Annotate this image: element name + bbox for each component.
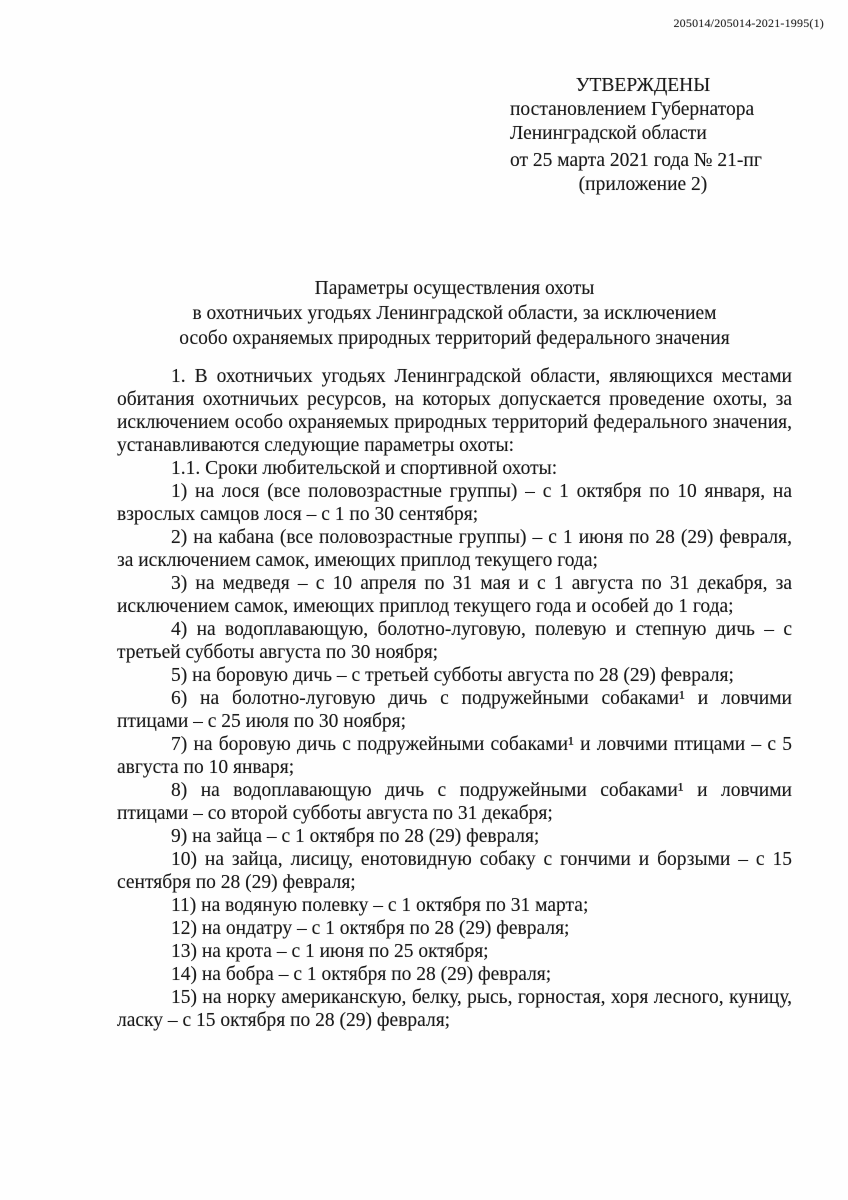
approval-line: постановлением Губернатора [510,99,755,120]
approval-line: от 25 марта 2021 года № 21-пг [510,150,762,171]
document-registration-number: 205014/205014-2021-1995(1) [673,16,824,30]
body-paragraph: 11) на водяную полевку – с 1 октября по 31 марта; [171,895,589,916]
body-paragraph: 15) на норку американскую, белку, рысь, горностая, хоря лесного, куницу, ласку – с 15 октября по 28 (29) февраля; [117,987,792,1031]
body-paragraph: 14) на бобра – с 1 октября по 28 (29) февраля; [171,964,552,985]
body-paragraph: 10) на зайца, лисицу, енотовидную собаку с гончими и борзыми – с 15 сентября по 28 (29) февраля; [117,849,792,893]
document-title [117,276,792,351]
title-line: в охотничьих угодьях Ленинградской области, за исключением [192,303,717,324]
body-paragraph: 3) на медведя – с 10 апреля по 31 мая и с 1 августа по 31 декабря, за исключением самок, имеющих приплод текущего года и особей до 1 года; [117,573,792,617]
title-line: Параметры осуществления охоты [314,278,595,299]
body-paragraph: 4) на водоплавающую, болотно-луговую, полевую и степную дичь – с третьей субботы августа по 30 ноября; [117,619,792,663]
document-body [117,365,792,1032]
approval-line: Ленинградской области [510,123,707,144]
approval-line: УТВЕРЖДЕНЫ [575,75,711,96]
body-paragraph: 8) на водоплавающую дичь с подружейными собаками¹ и ловчими птицами – со второй субботы августа по 31 декабря; [117,780,792,824]
body-paragraph: 1. В охотничьих угодьях Ленинградской области, являющихся местами обитания охотничьих ресурсов, на которых допускается проведение охоты, за исключением особо охраняемых природных территорий федерального значения, устанавливаются следующие параметры охоты: [117,366,792,456]
body-paragraph: 1) на лося (все половозрастные группы) – с 1 октября по 10 января, на взрослых самцов лося – с 1 по 30 сентября; [117,481,792,525]
body-paragraph: 13) на крота – с 1 июня по 25 октября; [171,941,489,962]
body-paragraph: 6) на болотно-луговую дичь с подружейными собаками¹ и ловчими птицами – с 25 июля по 30 ноября; [117,688,792,732]
body-paragraph: 5) на боровую дичь – с третьей субботы августа по 28 (29) февраля; [171,665,734,686]
approval-block [510,74,776,197]
approval-line: (приложение 2) [578,174,708,195]
body-paragraph: 1.1. Сроки любительской и спортивной охоты: [171,458,558,479]
body-paragraph: 9) на зайца – с 1 октября по 28 (29) февраля; [171,826,540,847]
body-paragraph: 12) на ондатру – с 1 октября по 28 (29) февраля; [171,918,570,939]
body-paragraph: 7) на боровую дичь с подружейными собаками¹ и ловчими птицами – с 5 августа по 10 января; [117,734,792,778]
body-paragraph: 2) на кабана (все половозрастные группы) – с 1 июня по 28 (29) февраля, за исключением самок, имеющих приплод текущего года; [117,527,792,571]
title-line: особо охраняемых природных территорий федерального значения [179,328,730,349]
